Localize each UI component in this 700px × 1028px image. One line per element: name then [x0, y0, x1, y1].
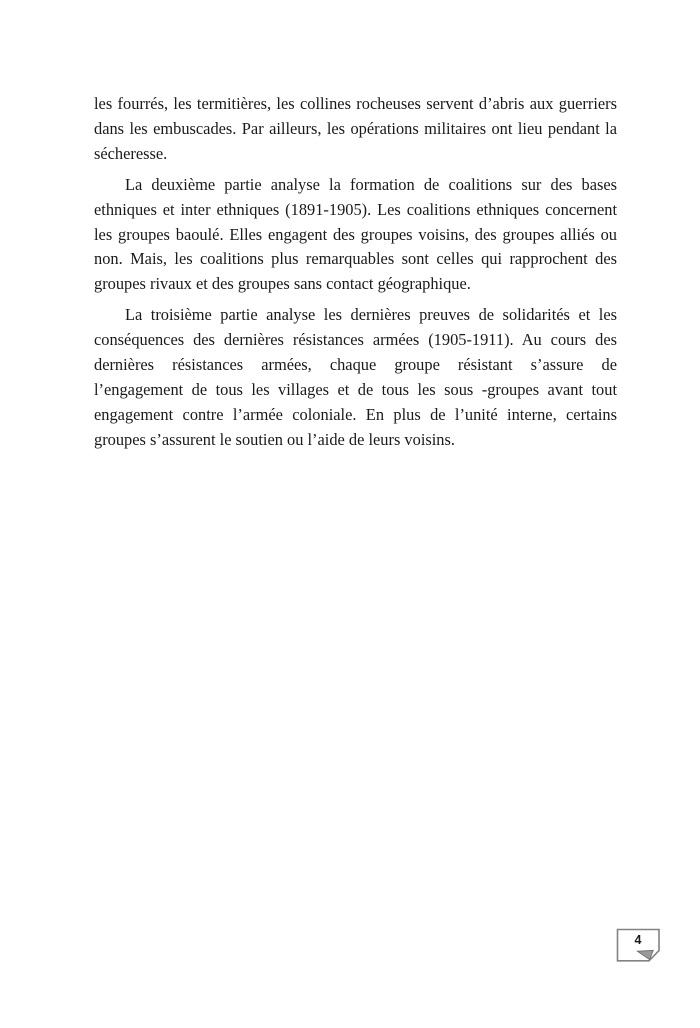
page-number-box: [616, 928, 662, 963]
text-line: La troisième partie analyse les dernières preuves de solidarités et les: [125, 305, 617, 325]
body-text: [94, 92, 617, 459]
paragraph-1: [94, 92, 617, 167]
text-line: La deuxième partie analyse la formation de coalitions sur des bases: [125, 174, 617, 194]
text-line: sécheresse.: [94, 143, 168, 163]
paragraph-3: [94, 303, 617, 452]
paragraph-2: [94, 173, 617, 298]
text-line: engagement contre l’armée coloniale. En plus de l’unité interne, certains: [94, 404, 617, 424]
page-number: 4: [634, 933, 642, 947]
text-line: dernières résistances armées, chaque groupe résistant s’assure de: [94, 355, 617, 375]
text-line: non. Mais, les coalitions plus remarquables sont celles qui rapprochent des: [94, 249, 617, 269]
text-line: les fourrés, les termitières, les collines rocheuses servent d’abris aux guerriers: [94, 94, 617, 113]
text-line: dans les embuscades. Par ailleurs, les opérations militaires ont lieu pendant la: [94, 118, 617, 138]
text-line: ethniques et inter ethniques (1891-1905). Les coalitions ethniques concernent: [94, 199, 617, 219]
text-line: groupes s’assurent le soutien ou l’aide de leurs voisins.: [94, 429, 455, 449]
text-line: groupes rivaux et des groupes sans contact géographique.: [94, 274, 471, 294]
text-line: l’engagement de tous les villages et de tous les sous -groupes avant tout: [94, 379, 617, 399]
text-line: conséquences des dernières résistances armées (1905-1911). Au cours des: [94, 330, 617, 350]
text-line: les groupes baoulé. Elles engagent des groupes voisins, des groupes alliés ou: [94, 224, 617, 244]
